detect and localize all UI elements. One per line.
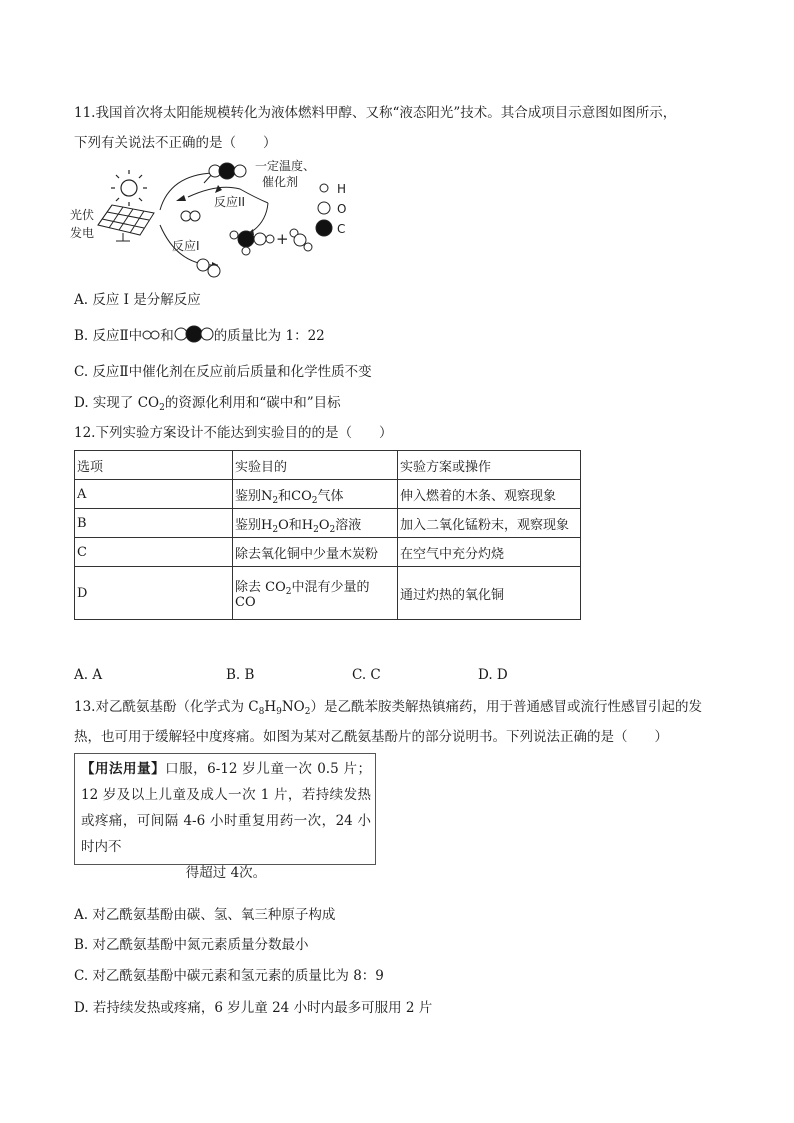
reaction-2-label: 反应II: [214, 195, 246, 209]
q11-option-a[interactable]: A. 反应 I 是分解反应: [74, 292, 201, 308]
q11-option-b-post: 的质量比为 1：22: [213, 328, 325, 344]
table-row: [75, 567, 581, 620]
pv-label-1: 光伏: [70, 208, 95, 222]
o2-molecule-icon: [197, 259, 220, 277]
q13-stem-line1: 13.对乙酰氨基酚（化学式为 $C_8H_9NO_2$）是乙酰苯胺类解热镇痛药，用于普通感冒或流行性感冒引起的发: [74, 699, 702, 717]
solar-panel-icon: [98, 205, 154, 241]
methanol-molecule-icon: [230, 231, 274, 255]
q11-stem-line1: 11.我国首次将太阳能规模转化为液体燃料甲醇、又称“液态阳光”技术。其合成项目示意图如图所示，: [74, 105, 677, 121]
row-c-option: C: [75, 538, 233, 567]
sun-icon: [111, 170, 147, 206]
water-molecule-icon: [290, 229, 312, 251]
co2-molecule-icon: [209, 163, 246, 179]
q11-option-d-sub: 2: [159, 403, 165, 413]
box-last-line: 得超过 4次。: [185, 865, 267, 881]
header-goal: 实验目的: [233, 451, 398, 480]
table-header-row: [75, 451, 581, 480]
row-c-method: 在空气中充分灼烧: [398, 538, 581, 567]
h2-inline-icon: [142, 329, 160, 341]
q12-answer-c[interactable]: C. C: [352, 667, 381, 683]
legend-h: H: [337, 182, 347, 196]
q11-option-d-pre: D. 实现了 CO: [74, 395, 160, 411]
dosage-instruction-box: [74, 753, 376, 881]
q12-stem: 12.下列实验方案设计不能达到实验目的的是（ ）: [74, 425, 393, 441]
co2-inline-icon: [174, 325, 214, 343]
row-b-method: 加入二氧化锰粉末，观察现象: [398, 509, 581, 538]
header-method: 实验方案或操作: [398, 451, 581, 480]
q12-answer-b[interactable]: B. B: [226, 667, 255, 683]
box-title: 【用法用量】: [81, 761, 166, 777]
q11-reaction-diagram: [68, 155, 368, 285]
row-d-goal: 除去 $CO_2$中混有少量的 CO: [233, 567, 398, 620]
q11-option-b-pre: B. 反应Ⅱ中: [74, 328, 143, 344]
q13-option-b[interactable]: B. 对乙酰氨基酚中氮元素质量分数最小: [74, 937, 309, 953]
condition-line-2: 催化剂: [262, 175, 299, 189]
q12-table: [74, 450, 581, 620]
q12-answer-d[interactable]: D. D: [478, 667, 508, 683]
table-row: [75, 509, 581, 538]
table-row: [75, 480, 581, 509]
q11-option-d-post: 的资源化利用和“碳中和”目标: [164, 395, 341, 411]
row-b-goal: 鉴别$H_2O$和$H_2O_2$溶液: [233, 509, 398, 538]
q13-stem-line2: 热，也可用于缓解轻中度疼痛。如图为某对乙酰氨基酚片的部分说明书。下列说法正确的是（ ）: [74, 729, 668, 745]
header-option: 选项: [75, 451, 233, 480]
row-d-option: D: [75, 567, 233, 620]
q11-stem-line2: 下列有关说法不正确的是（ ）: [74, 135, 277, 151]
q11-option-d[interactable]: [74, 393, 341, 413]
row-a-method: 伸入燃着的木条、观察现象: [398, 480, 581, 509]
pv-label-2: 发电: [70, 226, 95, 240]
row-d-method: 通过灼热的氧化铜: [398, 567, 581, 620]
condition-line-1: 一定温度、: [255, 159, 316, 173]
atom-legend: [316, 182, 346, 236]
row-b-option: B: [75, 509, 233, 538]
h2-molecule-icon: [181, 211, 200, 221]
q13-option-d[interactable]: D. 若持续发热或疼痛，6 岁儿童 24 小时内最多可服用 2 片: [74, 1000, 433, 1016]
q11-option-c[interactable]: C. 反应Ⅱ中催化剂在反应前后质量和化学性质不变: [74, 364, 372, 380]
q11-option-b[interactable]: [74, 325, 325, 346]
row-a-goal: 鉴别$N_2$和$CO_2$气体: [233, 480, 398, 509]
reaction-1-label: 反应I: [172, 239, 200, 253]
legend-o: O: [337, 202, 347, 216]
q12-answer-a[interactable]: A. A: [74, 667, 103, 683]
row-a-option: A: [75, 480, 233, 509]
row-c-goal: 除去氧化铜中少量木炭粉: [233, 538, 398, 567]
q13-option-c[interactable]: C. 对乙酰氨基酚中碳元素和氢元素的质量比为 8：9: [74, 968, 384, 984]
box-text: 口服，6-12 岁儿童一次 0.5 片；12 岁及以上儿童及成人一次 1 片，若持续发热或疼痛，可间隔 4-6 小时重复用药一次，24 小时内不: [81, 761, 371, 855]
plus-sign: +: [276, 230, 289, 248]
table-row: [75, 538, 581, 567]
q11-option-b-mid: 和: [160, 328, 174, 344]
legend-c: C: [337, 222, 346, 236]
q13-option-a[interactable]: A. 对乙酰氨基酚由碳、氢、氧三种原子构成: [74, 907, 336, 923]
